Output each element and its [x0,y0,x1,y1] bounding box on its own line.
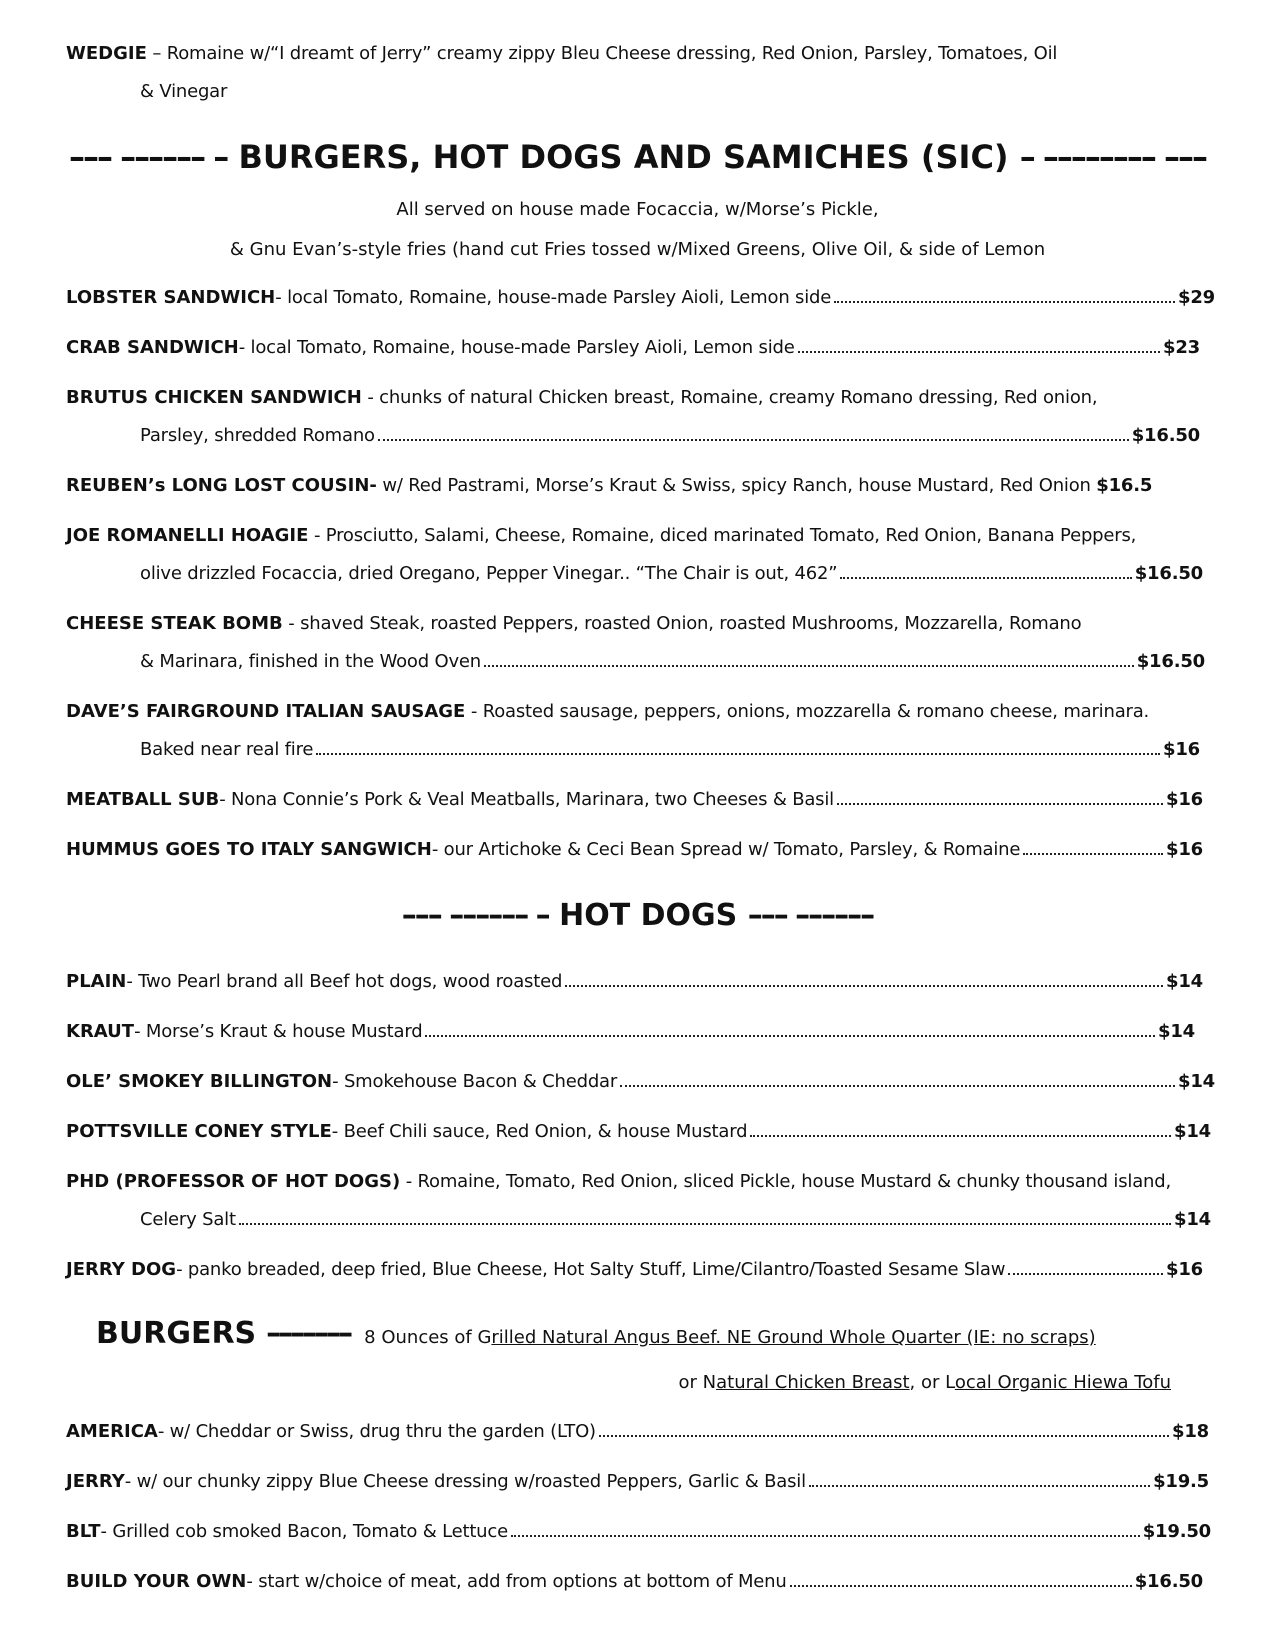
item-name: JERRY [66,1471,125,1492]
menu-item-cont [140,738,1200,762]
dot-leader [834,301,1175,303]
item-price: $14 [1158,1021,1195,1042]
item-price: $19.50 [1142,1521,1211,1542]
item-desc: - local Tomato, Romaine, house-made Parsley Aioli, Lemon side [238,337,795,358]
item-price: $16 [1166,839,1203,860]
wedgie-line-2 [140,80,1215,104]
menu-item [66,1258,1203,1282]
item-price: $19.5 [1153,1471,1209,1492]
dot-leader [1008,1273,1163,1275]
dot-leader [484,665,1134,667]
item-desc-cont: Baked near real fire [140,739,314,760]
menu-item-cont [140,650,1205,674]
item-name: BLT [66,1521,101,1542]
item-desc: - chunks of natural Chicken breast, Romaine, creamy Romano dressing, Red onion, [361,387,1098,408]
burgers-note [364,1327,1096,1348]
item-name: POTTSVILLE CONEY STYLE [66,1121,332,1142]
item-price: $18 [1172,1421,1209,1442]
menu-item [66,1420,1209,1444]
dot-leader [565,985,1163,987]
item-price: $16 [1166,1259,1203,1280]
title-right-dash: ––– –––––– [747,898,874,933]
item-name: OLE’ SMOKEY BILLINGTON [66,1071,333,1092]
wedgie-line-1 [66,42,1215,66]
dot-leader [316,753,1160,755]
section-title-samiches [0,138,1275,176]
item-desc: - Smokehouse Bacon & Cheddar [332,1071,618,1092]
dot-leader [511,1535,1140,1537]
wedgie-desc-cont: & Vinegar [140,81,228,102]
item-desc: - Roasted sausage, peppers, onions, mozzarella & romano cheese, marinara. [465,701,1150,722]
menu-item-cont [140,562,1203,586]
section-title-burgers: BURGERS [96,1316,257,1351]
item-price: $14 [1166,971,1203,992]
dot-leader [620,1085,1175,1087]
dot-leader [837,803,1163,805]
burgers-note2-or1: or N [678,1372,717,1393]
item-desc: - Two Pearl brand all Beef hot dogs, wood roasted [126,971,563,992]
item-price: $16.50 [1134,1571,1203,1592]
menu-item [66,1120,1211,1144]
dot-leader [378,439,1129,441]
item-name: CHEESE STEAK BOMB [66,613,283,634]
title-right-dash: – –––––––– ––– [1019,138,1206,176]
wedgie-desc: – Romaine w/“I dreamt of Jerry” creamy zippy Bleu Cheese dressing, Red Onion, Parsley, Tomatoes, Oil [146,43,1058,64]
item-price: $16.50 [1131,425,1200,446]
item-desc: - Nona Connie’s Pork & Veal Meatballs, Marinara, two Cheeses & Basil [219,789,834,810]
menu-item [66,612,1215,636]
item-name: PHD (PROFESSOR OF HOT DOGS) [66,1171,401,1192]
burgers-note-prefix: 8 Ounces of G [364,1327,492,1348]
item-name: KRAUT [66,1021,135,1042]
item-desc-cont: & Marinara, finished in the Wood Oven [140,651,481,672]
item-desc: - w/ Cheddar or Swiss, drug thru the garden (LTO) [157,1421,596,1442]
menu-item [66,386,1215,410]
menu-item [66,286,1215,310]
item-desc: w/ Red Pastrami, Morse’s Kraut & Swiss, spicy Ranch, house Mustard, Red Onion [376,475,1097,496]
item-name: HUMMUS GOES TO ITALY SANGWICH [66,839,432,860]
burgers-note2-or2: , or L [909,1372,955,1393]
item-desc-cont: olive drizzled Focaccia, dried Oregano, Pepper Vinegar.. “The Chair is out, 462” [140,563,838,584]
item-price: $16.50 [1136,651,1205,672]
menu-item [66,1020,1195,1044]
item-name: JERRY DOG [66,1259,177,1280]
item-price: $16.50 [1134,563,1203,584]
samiches-note-1: All served on house made Focaccia, w/Morse’s Pickle, [396,199,879,220]
dot-leader [1023,853,1163,855]
dot-leader [790,1585,1132,1587]
dot-leader [798,351,1160,353]
menu-item [66,788,1203,812]
item-desc: - Romaine, Tomato, Red Onion, sliced Pickle, house Mustard & chunky thousand island, [400,1171,1171,1192]
menu-item [66,1470,1209,1494]
burgers-note-underlined: rilled Natural Angus Beef. NE Ground Whole Quarter (IE: no scraps) [491,1327,1096,1348]
menu-item [66,700,1215,724]
item-name: LOBSTER SANDWICH [66,287,276,308]
item-desc: - panko breaded, deep fried, Blue Cheese, Hot Salty Stuff, Lime/Cilantro/Toasted Sesame Slaw [176,1259,1006,1280]
title-left-dash: ––– –––––– – [401,898,549,933]
menu-item-cont [140,424,1200,448]
menu-item [66,1170,1215,1194]
item-name: PLAIN [66,971,127,992]
item-price: $14 [1178,1071,1215,1092]
burgers-header [96,1316,1096,1351]
dot-leader [599,1435,1169,1437]
item-desc: - start w/choice of meat, add from options at bottom of Menu [246,1571,787,1592]
item-name: JOE ROMANELLI HOAGIE [66,525,309,546]
dot-leader [239,1223,1171,1225]
dot-leader [809,1485,1150,1487]
item-price: $14 [1174,1121,1211,1142]
item-desc: - Prosciutto, Salami, Cheese, Romaine, diced marinated Tomato, Red Onion, Banana Peppers, [308,525,1137,546]
item-name: BRUTUS CHICKEN SANDWICH [66,387,362,408]
item-price: $29 [1178,287,1215,308]
menu-item [66,1070,1215,1094]
menu-item [66,524,1215,548]
item-price: $14 [1174,1209,1211,1230]
samiches-note-2: & Gnu Evan’s-style fries (hand cut Fries tossed w/Mixed Greens, Olive Oil, & side of Lemon [229,239,1046,260]
title-left-dash: ––– –––––– – [69,138,228,176]
item-name: REUBEN’s LONG LOST COUSIN- [66,475,377,496]
item-name: AMERICA [66,1421,158,1442]
item-desc: - w/ our chunky zippy Blue Cheese dressing w/roasted Peppers, Garlic & Basil [124,1471,806,1492]
wedgie-name: WEDGIE [66,43,147,64]
item-desc-cont: Parsley, shredded Romano [140,425,375,446]
menu-item [66,336,1200,360]
section-title-text: HOT DOGS [548,898,748,933]
section-title-hotdogs [0,898,1275,933]
item-desc: - Grilled cob smoked Bacon, Tomato & Lettuce [100,1521,508,1542]
item-price: $23 [1163,337,1200,358]
burgers-note2-tofu: ocal Organic Hiewa Tofu [954,1372,1171,1393]
item-desc: - Beef Chili sauce, Red Onion, & house Mustard [331,1121,748,1142]
item-desc: - Morse’s Kraut & house Mustard [134,1021,423,1042]
item-desc: - local Tomato, Romaine, house-made Parsley Aioli, Lemon side [275,287,832,308]
dot-leader [840,577,1131,579]
dot-leader [425,1035,1155,1037]
item-name: CRAB SANDWICH [66,337,239,358]
item-desc-cont: Celery Salt [140,1209,236,1230]
burgers-note-2 [679,1372,1172,1393]
item-name: MEATBALL SUB [66,789,220,810]
menu-item [66,838,1203,862]
menu-item [66,1570,1203,1594]
burgers-note2-chicken: atural Chicken Breast [716,1372,910,1393]
menu-item [66,1520,1211,1544]
item-price: $16 [1163,739,1200,760]
item-desc: - shaved Steak, roasted Peppers, roasted Onion, roasted Mushrooms, Mozzarella, Romano [282,613,1082,634]
item-price: $16.5 [1096,475,1153,496]
item-name: DAVE’S FAIRGROUND ITALIAN SAUSAGE [66,701,466,722]
item-desc: - our Artichoke & Ceci Bean Spread w/ Tomato, Parsley, & Romaine [431,839,1021,860]
menu-item-cont [140,1208,1211,1232]
menu-item [66,474,1215,498]
burgers-dash: ––––––– [266,1316,351,1351]
item-name: BUILD YOUR OWN [66,1571,247,1592]
menu-item [66,970,1203,994]
item-price: $16 [1166,789,1203,810]
dot-leader [750,1135,1171,1137]
section-title-text: BURGERS, HOT DOGS AND SAMICHES (SIC) [227,138,1020,176]
